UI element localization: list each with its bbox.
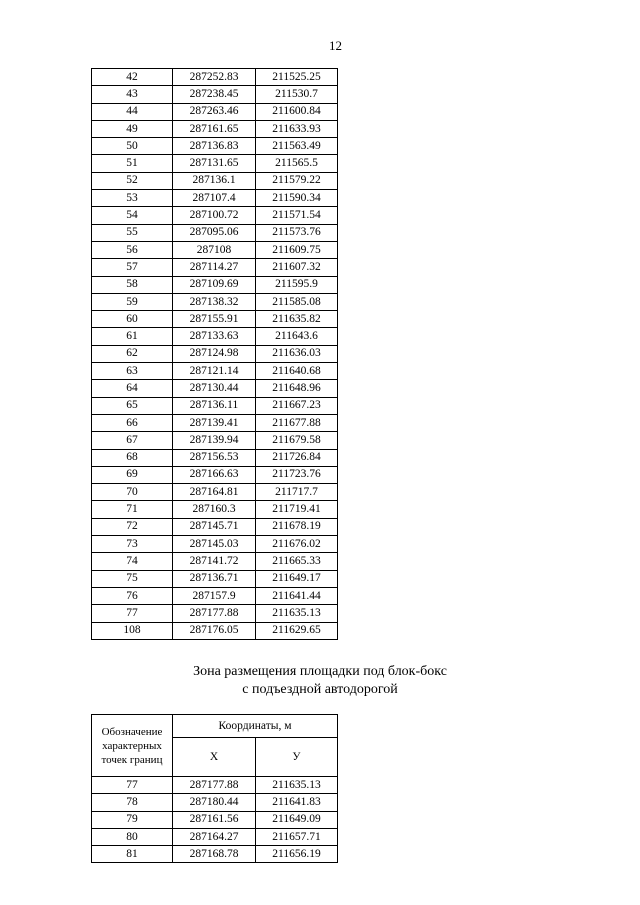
header-y: У [256,738,338,777]
x-coordinate-cell: 287139.94 [173,432,256,449]
x-coordinate-cell: 287161.65 [173,120,256,137]
y-coordinate-cell: 211565.5 [256,155,338,172]
x-coordinate-cell: 287124.98 [173,345,256,362]
table-row [92,553,338,570]
page-number [0,38,640,54]
y-coordinate-cell: 211719.41 [256,501,338,518]
x-coordinate-cell: 287136.1 [173,172,256,189]
x-coordinate-cell: 287145.03 [173,536,256,553]
x-coordinate-cell: 287157.9 [173,587,256,604]
point-number-cell: 72 [92,518,173,535]
y-coordinate-cell: 211679.58 [256,432,338,449]
y-coordinate-cell: 211643.6 [256,328,338,345]
point-number-cell: 50 [92,138,173,155]
table-row [92,328,338,345]
table-row [92,414,338,431]
y-coordinate-cell: 211648.96 [256,380,338,397]
y-coordinate-cell: 211649.17 [256,570,338,587]
table-row [92,536,338,553]
point-number-cell: 60 [92,311,173,328]
y-coordinate-cell: 211600.84 [256,103,338,120]
y-coordinate-cell: 211563.49 [256,138,338,155]
point-number-cell: 58 [92,276,173,293]
x-coordinate-cell: 287141.72 [173,553,256,570]
zone-table-body [92,777,338,863]
point-number-cell: 68 [92,449,173,466]
zone-title-line-2: с подъездной автодорогой [242,682,398,697]
table-row [92,518,338,535]
x-coordinate-cell: 287131.65 [173,155,256,172]
point-number-cell: 43 [92,86,173,103]
x-coordinate-cell: 287138.32 [173,293,256,310]
y-coordinate-cell: 211656.19 [256,846,338,863]
x-coordinate-cell: 287121.14 [173,363,256,380]
x-coordinate-cell: 287180.44 [173,794,256,811]
y-coordinate-cell: 211649.09 [256,811,338,828]
table-row [92,207,338,224]
y-coordinate-cell: 211641.44 [256,587,338,604]
point-number-cell: 65 [92,397,173,414]
table-row [92,397,338,414]
table-row [92,138,338,155]
point-number-cell: 80 [92,828,173,845]
y-coordinate-cell: 211635.13 [256,605,338,622]
point-number-cell: 55 [92,224,173,241]
y-coordinate-cell: 211633.93 [256,120,338,137]
point-number-cell: 70 [92,484,173,501]
x-coordinate-cell: 287114.27 [173,259,256,276]
zone-title-line-1: Зона размещения площадки под блок-бокс [193,664,447,679]
x-coordinate-cell: 287136.83 [173,138,256,155]
table-row [92,120,338,137]
point-number-cell: 53 [92,190,173,207]
header-x: Х [173,738,256,777]
zone-title [0,663,640,699]
point-number-cell: 56 [92,241,173,258]
y-coordinate-cell: 211573.76 [256,224,338,241]
y-coordinate-cell: 211678.19 [256,518,338,535]
y-coordinate-cell: 211636.03 [256,345,338,362]
point-number-cell: 63 [92,363,173,380]
y-coordinate-cell: 211717.7 [256,484,338,501]
y-coordinate-cell: 211590.34 [256,190,338,207]
coordinates-table [91,68,338,640]
table-row [92,241,338,258]
table-row [92,432,338,449]
y-coordinate-cell: 211667.23 [256,397,338,414]
point-number-cell: 52 [92,172,173,189]
table-row [92,259,338,276]
point-number-cell: 79 [92,811,173,828]
point-number-cell: 57 [92,259,173,276]
x-coordinate-cell: 287238.45 [173,86,256,103]
coordinates-table-body [92,69,338,640]
table-row [92,828,338,845]
y-coordinate-cell: 211629.65 [256,622,338,639]
table-row [92,777,338,794]
x-coordinate-cell: 287177.88 [173,777,256,794]
table-row [92,587,338,604]
point-number-cell: 59 [92,293,173,310]
x-coordinate-cell: 287252.83 [173,69,256,86]
x-coordinate-cell: 287166.63 [173,466,256,483]
y-coordinate-cell: 211595.9 [256,276,338,293]
point-number-cell: 54 [92,207,173,224]
x-coordinate-cell: 287107.4 [173,190,256,207]
table-row [92,449,338,466]
x-coordinate-cell: 287136.71 [173,570,256,587]
y-coordinate-cell: 211530.7 [256,86,338,103]
table-row [92,380,338,397]
point-number-cell: 71 [92,501,173,518]
point-number-cell: 49 [92,120,173,137]
y-coordinate-cell: 211585.08 [256,293,338,310]
point-number-cell: 66 [92,414,173,431]
y-coordinate-cell: 211676.02 [256,536,338,553]
point-number-cell: 62 [92,345,173,362]
x-coordinate-cell: 287156.53 [173,449,256,466]
y-coordinate-cell: 211657.71 [256,828,338,845]
x-coordinate-cell: 287164.27 [173,828,256,845]
x-coordinate-cell: 287176.05 [173,622,256,639]
point-number-cell: 77 [92,605,173,622]
x-coordinate-cell: 287133.63 [173,328,256,345]
x-coordinate-cell: 287130.44 [173,380,256,397]
zone-header-row [92,715,338,738]
x-coordinate-cell: 287145.71 [173,518,256,535]
point-number-cell: 74 [92,553,173,570]
table-row [92,501,338,518]
point-number-cell: 77 [92,777,173,794]
table-row [92,311,338,328]
x-coordinate-cell: 287263.46 [173,103,256,120]
point-number-cell: 42 [92,69,173,86]
x-coordinate-cell: 287160.3 [173,501,256,518]
zone-coordinates-table [91,714,338,863]
y-coordinate-cell: 211641.83 [256,794,338,811]
y-coordinate-cell: 211677.88 [256,414,338,431]
x-coordinate-cell: 287139.41 [173,414,256,431]
header-coordinates: Координаты, м [173,715,338,738]
table-row [92,363,338,380]
y-coordinate-cell: 211635.82 [256,311,338,328]
y-coordinate-cell: 211726.84 [256,449,338,466]
point-number-cell: 44 [92,103,173,120]
y-coordinate-cell: 211525.25 [256,69,338,86]
x-coordinate-cell: 287177.88 [173,605,256,622]
page-number-text: 12 [329,38,342,53]
table-row [92,172,338,189]
table-row [92,570,338,587]
y-coordinate-cell: 211723.76 [256,466,338,483]
x-coordinate-cell: 287100.72 [173,207,256,224]
table-row [92,811,338,828]
y-coordinate-cell: 211571.54 [256,207,338,224]
table-row [92,484,338,501]
point-number-cell: 108 [92,622,173,639]
point-number-cell: 81 [92,846,173,863]
x-coordinate-cell: 287095.06 [173,224,256,241]
point-number-cell: 61 [92,328,173,345]
table-row [92,69,338,86]
table-row [92,605,338,622]
y-coordinate-cell: 211665.33 [256,553,338,570]
table-row [92,155,338,172]
table-row [92,103,338,120]
point-number-cell: 76 [92,587,173,604]
y-coordinate-cell: 211640.68 [256,363,338,380]
y-coordinate-cell: 211607.32 [256,259,338,276]
table-row [92,190,338,207]
x-coordinate-cell: 287168.78 [173,846,256,863]
point-number-cell: 64 [92,380,173,397]
table-row [92,293,338,310]
header-point-label: Обозначение характерных точек границ [92,715,173,777]
table-row [92,794,338,811]
x-coordinate-cell: 287108 [173,241,256,258]
x-coordinate-cell: 287161.56 [173,811,256,828]
table-row [92,86,338,103]
y-coordinate-cell: 211579.22 [256,172,338,189]
point-number-cell: 67 [92,432,173,449]
point-number-cell: 78 [92,794,173,811]
x-coordinate-cell: 287155.91 [173,311,256,328]
table-row [92,466,338,483]
table-row [92,224,338,241]
x-coordinate-cell: 287136.11 [173,397,256,414]
point-number-cell: 75 [92,570,173,587]
table-row [92,846,338,863]
y-coordinate-cell: 211635.13 [256,777,338,794]
point-number-cell: 69 [92,466,173,483]
point-number-cell: 51 [92,155,173,172]
point-number-cell: 73 [92,536,173,553]
table-row [92,622,338,639]
x-coordinate-cell: 287109.69 [173,276,256,293]
y-coordinate-cell: 211609.75 [256,241,338,258]
table-row [92,276,338,293]
x-coordinate-cell: 287164.81 [173,484,256,501]
table-row [92,345,338,362]
